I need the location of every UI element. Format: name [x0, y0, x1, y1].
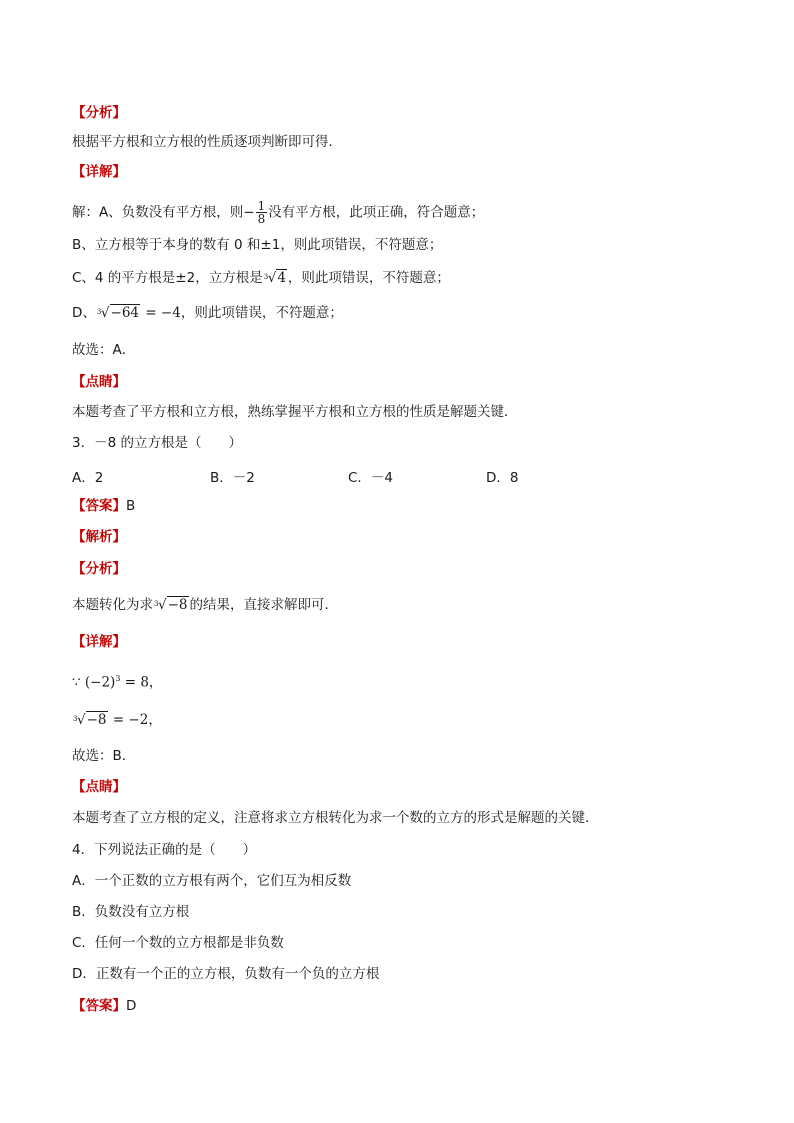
question-3-stem: 3．－8 的立方根是（ ）	[72, 435, 242, 451]
question-3-comment-heading: 【点睛】	[72, 779, 126, 795]
question-3-analysis-heading: 【分析】	[72, 561, 126, 577]
cube-root: 3 √−8	[154, 597, 188, 613]
solution-line-b: B、立方根等于本身的数有 0 和±1，则此项错误，不符题意；	[72, 237, 443, 253]
question-3-option-d: D．8	[486, 470, 519, 486]
question-3-option-a: A．2	[72, 470, 104, 486]
comment-heading: 【点睛】	[72, 374, 126, 390]
question-3-choice: 故选：B．	[72, 748, 136, 764]
solution-line-c: C、4 的平方根是±2，立方根是 3 √4 ，则此项错误，不符题意；	[72, 270, 450, 286]
comment-text: 本题考查了平方根和立方根，熟练掌握平方根和立方根的性质是解题关键．	[72, 404, 518, 420]
question-3-detail-heading: 【详解】	[72, 634, 126, 650]
question-3-option-b: B．－2	[210, 470, 255, 486]
question-3-answer: 【答案】B	[72, 498, 136, 514]
cube-root: 3 √−64	[96, 305, 140, 321]
question-4-option-d: D．正数有一个正的立方根，负数有一个负的立方根	[72, 966, 380, 982]
solution-line-d: D、 3 √−64 = −4，则此项错误，不符题意；	[72, 305, 343, 321]
question-4-option-b: B．负数没有立方根	[72, 904, 190, 920]
question-3-step-1: ∵ $(-2)^3 = 8$，	[72, 674, 163, 691]
fraction: $\frac{1}{8}$	[257, 199, 266, 226]
question-3-comment-text: 本题考查了立方根的定义，注意将求立方根转化为求一个数的立方的形式是解题的关键．	[72, 810, 599, 826]
question-3-option-c: C．－4	[348, 470, 394, 486]
question-3-step-2: 3 √−8 = −2，	[73, 712, 162, 728]
cube-root: 3 √4	[263, 270, 286, 286]
question-3-explain-heading: 【解析】	[72, 529, 126, 545]
choice-line: 故选：A．	[72, 342, 136, 358]
question-4-stem: 4．下列说法正确的是（ ）	[72, 842, 257, 858]
cube-root: 3 √−8	[73, 712, 107, 728]
question-3-analysis-text: 本题转化为求 3 √−8 的结果，直接求解即可．	[72, 597, 339, 613]
analysis-heading: 【分析】	[72, 105, 126, 121]
detail-heading: 【详解】	[72, 164, 126, 180]
question-4-answer: 【答案】D	[72, 998, 137, 1014]
question-4-option-c: C．任何一个数的立方根都是非负数	[72, 935, 284, 951]
solution-line-a: 解：A、负数没有平方根，则− $\frac{1}{8}$ 没有平方根，此项正确，符合题意；	[72, 199, 485, 226]
analysis-text: 根据平方根和立方根的性质逐项判断即可得．	[72, 134, 342, 150]
question-4-option-a: A．一个正数的立方根有两个，它们互为相反数	[72, 873, 352, 889]
